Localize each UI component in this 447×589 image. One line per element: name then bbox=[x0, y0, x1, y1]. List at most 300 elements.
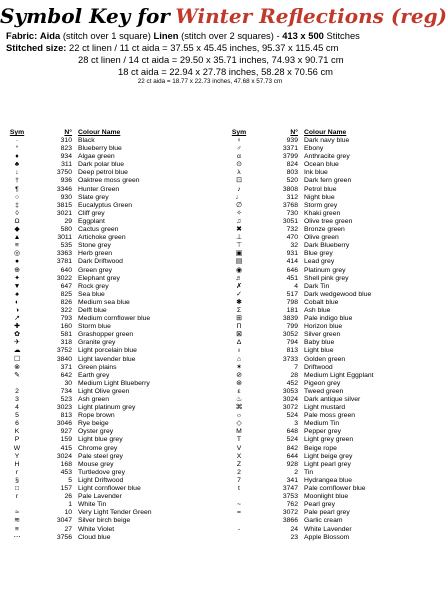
symbol-row bbox=[0, 299, 208, 307]
dmc-number: 32 bbox=[290, 242, 298, 250]
colour-name: Oaktree moss green bbox=[78, 177, 140, 185]
dmc-number: 928 bbox=[286, 460, 298, 468]
dmc-number: 813 bbox=[60, 412, 72, 420]
symbol-row bbox=[208, 258, 416, 266]
colour-name: Pale steel grey bbox=[78, 452, 123, 460]
colour-name: Light blue bbox=[304, 347, 334, 355]
symbol: ♨ bbox=[235, 396, 243, 403]
symbol-row bbox=[0, 396, 208, 404]
dmc-number: 7 bbox=[294, 363, 298, 371]
symbol: ∅ bbox=[236, 201, 242, 209]
dmc-number: 824 bbox=[286, 161, 298, 169]
colour-name: Light porcelain blue bbox=[78, 347, 137, 355]
symbol: ♂ bbox=[236, 145, 242, 153]
symbol-row bbox=[0, 283, 208, 291]
colour-name: Ocean blue bbox=[304, 161, 339, 169]
sym-header: Sym bbox=[231, 129, 247, 136]
symbol: t bbox=[238, 485, 240, 493]
symbol: X bbox=[236, 452, 242, 460]
symbol-row bbox=[208, 234, 416, 242]
fabric-aida: Aida bbox=[39, 30, 61, 41]
colour-name: Ash blue bbox=[304, 306, 331, 314]
dmc-number: 939 bbox=[286, 137, 298, 144]
symbol-row bbox=[0, 267, 208, 275]
size-row-3 bbox=[6, 66, 414, 78]
symbol-row bbox=[0, 436, 208, 444]
fabric-aida-note: (stitch over 1 square) bbox=[62, 30, 151, 41]
symbol: ≈ bbox=[15, 509, 19, 517]
colour-name: Light Driftwood bbox=[78, 476, 124, 484]
colour-name: Stone grey bbox=[78, 242, 111, 250]
symbol-row bbox=[0, 412, 208, 420]
symbol-row bbox=[208, 517, 416, 525]
symbol: ▤ bbox=[235, 258, 243, 266]
dmc-number: 3866 bbox=[282, 517, 298, 525]
dmc-number: 762 bbox=[286, 501, 298, 509]
symbol: α bbox=[237, 153, 241, 161]
colour-name: Pepper grey bbox=[304, 428, 342, 436]
symbol: ⊗ bbox=[14, 363, 20, 371]
symbol: ⌂ bbox=[236, 355, 242, 363]
symbol-row bbox=[0, 517, 208, 525]
dmc-number: 927 bbox=[60, 428, 72, 436]
stitch-word: Stitches bbox=[326, 30, 360, 41]
dmc-number: 647 bbox=[60, 282, 72, 290]
number-header: N° bbox=[64, 129, 72, 136]
dmc-number: 3747 bbox=[282, 485, 298, 493]
colour-name: Khaki green bbox=[304, 209, 341, 217]
right-column bbox=[208, 128, 416, 542]
symbol: ♁ bbox=[236, 347, 242, 355]
number-header: N° bbox=[290, 129, 298, 136]
symbol-row bbox=[208, 453, 416, 461]
dmc-number: 931 bbox=[286, 250, 298, 258]
colour-name: Very Light Tender Green bbox=[78, 509, 152, 517]
symbol: ♫ bbox=[236, 217, 242, 225]
symbol: 2 bbox=[237, 468, 241, 476]
dmc-number: 842 bbox=[286, 444, 298, 452]
colour-name: Granite grey bbox=[78, 339, 116, 347]
size-22ct: 22 ct linen / 11 ct aida = 37.55 x 45.45 inches, 95.37 x 115.45 cm bbox=[69, 42, 339, 53]
dmc-number: 159 bbox=[60, 436, 72, 444]
symbol: ◇ bbox=[236, 420, 242, 428]
symbol bbox=[228, 517, 250, 525]
symbol-row bbox=[208, 250, 416, 258]
symbol: ‡ bbox=[15, 201, 19, 209]
symbol-row bbox=[208, 331, 416, 339]
symbol: ♬ bbox=[235, 274, 243, 282]
dmc-number: 3756 bbox=[56, 533, 72, 541]
size-row-2 bbox=[6, 54, 414, 66]
colour-name: Eggplant bbox=[78, 217, 105, 225]
symbol: § bbox=[15, 476, 19, 484]
colour-name: Dark antique silver bbox=[304, 396, 361, 403]
colour-name-header: Colour Name bbox=[78, 129, 121, 136]
dmc-number: 734 bbox=[60, 387, 72, 395]
symbol-row bbox=[208, 315, 416, 323]
symbol: ⊠ bbox=[236, 331, 242, 339]
symbol: r bbox=[15, 493, 19, 501]
symbol-row bbox=[208, 428, 416, 436]
colour-name: Rye beige bbox=[78, 420, 109, 428]
dmc-number: 535 bbox=[60, 242, 72, 250]
colour-name: Dark fern green bbox=[304, 177, 352, 185]
colour-name: Horizon blue bbox=[304, 323, 343, 331]
symbol-row bbox=[0, 315, 208, 323]
symbol: ✓ bbox=[236, 290, 242, 298]
symbol-row bbox=[0, 331, 208, 339]
dmc-number: 414 bbox=[286, 258, 298, 266]
colour-name: Hunter Green bbox=[78, 185, 120, 193]
dmc-number: 371 bbox=[60, 363, 72, 371]
symbol: Σ bbox=[236, 306, 242, 314]
colour-name: Bronze green bbox=[304, 226, 345, 234]
symbol-row bbox=[0, 509, 208, 517]
colour-name: Pale Lavender bbox=[78, 493, 122, 501]
symbol-row bbox=[208, 477, 416, 485]
symbol: ⊡ bbox=[236, 177, 242, 185]
symbol-row bbox=[208, 177, 416, 185]
dmc-number: 470 bbox=[286, 234, 298, 242]
symbol bbox=[228, 493, 250, 501]
colour-name: Shell pink grey bbox=[304, 274, 349, 282]
symbol: ↓ bbox=[15, 169, 19, 177]
colour-name: Moonlight blue bbox=[304, 493, 349, 501]
dmc-number: 30 bbox=[64, 379, 72, 387]
symbol: λ bbox=[237, 169, 241, 177]
colour-name: Pearl grey bbox=[304, 501, 335, 509]
symbol-row bbox=[0, 258, 208, 266]
colour-name: Light blue grey bbox=[78, 436, 123, 444]
page-title bbox=[0, 4, 447, 29]
colour-name: Pale pearl grey bbox=[304, 509, 350, 517]
left-column bbox=[0, 128, 208, 542]
symbol-row bbox=[208, 388, 416, 396]
colour-name: Tweed green bbox=[304, 387, 344, 395]
colour-name: Slate grey bbox=[78, 193, 109, 201]
dmc-number: 3047 bbox=[56, 517, 72, 525]
symbol: ♠ bbox=[15, 290, 19, 298]
colour-name: Beige rope bbox=[304, 444, 337, 452]
symbol-row bbox=[0, 420, 208, 428]
dmc-number: 27 bbox=[64, 525, 72, 533]
symbol: ✦ bbox=[14, 274, 20, 282]
symbol bbox=[6, 380, 28, 388]
symbol: ◎ bbox=[14, 250, 20, 258]
dmc-number: 732 bbox=[286, 226, 298, 234]
symbol: ~ bbox=[237, 501, 241, 509]
dmc-number: 581 bbox=[60, 331, 72, 339]
symbol: ⊙ bbox=[236, 161, 242, 169]
dmc-number: 793 bbox=[60, 315, 72, 323]
symbol-row bbox=[0, 380, 208, 388]
dmc-number: 1 bbox=[68, 501, 72, 509]
dmc-number: 3021 bbox=[56, 209, 72, 217]
colour-name: Sea blue bbox=[78, 290, 105, 298]
symbol: V bbox=[236, 444, 242, 452]
symbol: ◐ bbox=[14, 298, 20, 306]
colour-name-header: Colour Name bbox=[304, 129, 347, 136]
symbol-row bbox=[0, 202, 208, 210]
symbol-row bbox=[0, 485, 208, 493]
symbol: ⊤ bbox=[236, 242, 242, 250]
dmc-number: 311 bbox=[61, 161, 72, 169]
dmc-number: 646 bbox=[286, 266, 298, 274]
symbol: ☐ bbox=[13, 355, 21, 363]
symbol-row bbox=[0, 445, 208, 453]
symbol: ✖ bbox=[236, 226, 242, 234]
left-header bbox=[0, 128, 208, 137]
sym-header: Sym bbox=[9, 129, 25, 136]
dmc-number: 322 bbox=[60, 306, 72, 314]
dmc-number: 3046 bbox=[56, 420, 72, 428]
fabric-row bbox=[6, 30, 414, 42]
symbol-row bbox=[0, 307, 208, 315]
dmc-number: 341 bbox=[286, 476, 298, 484]
symbol-row bbox=[0, 501, 208, 509]
symbol: □ bbox=[14, 485, 20, 493]
colour-name: Apple Blossom bbox=[304, 533, 350, 541]
colour-name: Pale cornflower blue bbox=[304, 485, 366, 493]
symbol-row bbox=[0, 364, 208, 372]
symbol-row bbox=[0, 372, 208, 380]
colour-name: Pale indigo blue bbox=[304, 315, 353, 323]
dmc-number: 642 bbox=[60, 371, 72, 379]
symbol: 6 bbox=[15, 420, 19, 428]
symbol-row bbox=[208, 364, 416, 372]
symbol-row bbox=[0, 250, 208, 258]
symbol: ♦ bbox=[15, 153, 19, 161]
size-28ct: 28 ct linen / 14 ct aida = 29.50 x 35.71 inches, 74.93 x 90.71 cm bbox=[78, 54, 344, 65]
symbol: ▣ bbox=[235, 250, 243, 258]
symbol-row bbox=[0, 275, 208, 283]
colour-name: Grashopper green bbox=[78, 331, 134, 339]
size-row-1 bbox=[6, 42, 414, 54]
symbol-row bbox=[208, 469, 416, 477]
dmc-number: 930 bbox=[60, 193, 72, 201]
symbol-row bbox=[0, 226, 208, 234]
symbol: ○ bbox=[14, 193, 20, 201]
dmc-number: 5 bbox=[68, 476, 72, 484]
fabric-info bbox=[6, 30, 414, 86]
dmc-number: 29 bbox=[64, 217, 72, 225]
symbol-row bbox=[208, 396, 416, 404]
symbol-row bbox=[0, 218, 208, 226]
dmc-number: 3 bbox=[294, 420, 298, 428]
symbol: ⊕ bbox=[14, 266, 20, 274]
colour-name: Green plains bbox=[78, 363, 117, 371]
colour-name: Deep petrol blue bbox=[78, 169, 128, 177]
symbol-row bbox=[208, 356, 416, 364]
symbol-row bbox=[0, 153, 208, 161]
symbol-row bbox=[0, 534, 208, 542]
symbol: ↗ bbox=[14, 315, 20, 323]
symbol: W bbox=[13, 444, 21, 452]
dmc-number: 3840 bbox=[56, 355, 72, 363]
symbol-row bbox=[0, 161, 208, 169]
colour-name: White Lavender bbox=[304, 525, 352, 533]
colour-name: Garlic cream bbox=[304, 517, 343, 525]
symbol: ✿ bbox=[14, 331, 20, 339]
colour-name: White Violet bbox=[78, 525, 115, 533]
symbol: ▼ bbox=[13, 282, 21, 290]
dmc-number: 3072 bbox=[282, 404, 298, 412]
symbol: ⊛ bbox=[236, 379, 242, 387]
colour-name: Medium Light Blueberry bbox=[78, 379, 150, 387]
colour-name: Storm grey bbox=[304, 201, 338, 209]
colour-name: Medium sea blue bbox=[78, 298, 130, 306]
symbol-row bbox=[208, 242, 416, 250]
colour-name: Petrol blue bbox=[304, 185, 337, 193]
colour-name: Anthracite grey bbox=[304, 153, 350, 161]
dmc-number: 936 bbox=[60, 177, 72, 185]
symbol-row bbox=[208, 145, 416, 153]
colour-name: Delft blue bbox=[78, 306, 107, 314]
dmc-number: 798 bbox=[286, 298, 298, 306]
colour-name: Black bbox=[78, 137, 95, 144]
colour-name: Medium cornflower blue bbox=[78, 315, 151, 323]
symbol-row bbox=[0, 186, 208, 194]
colour-name: Light lavender blue bbox=[78, 355, 136, 363]
dmc-number: 3839 bbox=[282, 315, 298, 323]
dmc-number: 523 bbox=[60, 396, 72, 403]
symbol: K bbox=[14, 428, 20, 436]
dmc-number: 3781 bbox=[56, 258, 72, 266]
symbol-row bbox=[0, 210, 208, 218]
dmc-number: 799 bbox=[286, 323, 298, 331]
colour-name: Ash green bbox=[78, 396, 109, 403]
symbol: ◑ bbox=[14, 306, 20, 314]
dmc-number: 640 bbox=[60, 266, 72, 274]
symbol-row bbox=[208, 485, 416, 493]
colour-name: Algae green bbox=[78, 153, 115, 161]
symbol-row bbox=[0, 461, 208, 469]
dmc-number: 157 bbox=[60, 485, 72, 493]
symbol-row bbox=[0, 356, 208, 364]
colour-name: Light cornflower blue bbox=[78, 485, 141, 493]
symbol-row bbox=[208, 291, 416, 299]
symbol: ⊥ bbox=[236, 234, 242, 242]
symbol: ● bbox=[14, 258, 20, 266]
dmc-number: 3023 bbox=[56, 404, 72, 412]
colour-name: Baby blue bbox=[304, 339, 335, 347]
colour-name: Rock grey bbox=[78, 282, 109, 290]
colour-name: Eucalyptus Green bbox=[78, 201, 133, 209]
dmc-number: 825 bbox=[60, 290, 72, 298]
colour-name: Mouse grey bbox=[78, 460, 114, 468]
symbol: 7 bbox=[237, 476, 241, 484]
colour-name: Rope brown bbox=[78, 412, 115, 420]
symbol: Δ bbox=[236, 339, 242, 347]
dmc-number: 3808 bbox=[282, 185, 298, 193]
symbol-row bbox=[208, 299, 416, 307]
dmc-number: 3024 bbox=[282, 396, 298, 403]
colour-name: Turtledove grey bbox=[78, 468, 125, 476]
symbol: ✚ bbox=[14, 323, 20, 331]
symbol-row bbox=[208, 153, 416, 161]
dmc-number: 3363 bbox=[56, 250, 72, 258]
symbol-row bbox=[208, 218, 416, 226]
colour-name: Tin bbox=[304, 468, 314, 476]
dmc-number: 794 bbox=[286, 339, 298, 347]
symbol-row bbox=[0, 169, 208, 177]
dmc-number: 3750 bbox=[56, 169, 72, 177]
fabric-label: Fabric: bbox=[6, 30, 38, 41]
colour-name: Dark Driftwood bbox=[78, 258, 123, 266]
symbol-row bbox=[0, 404, 208, 412]
symbol: 2 bbox=[15, 387, 19, 395]
right-header bbox=[208, 128, 416, 137]
symbol: ⌘ bbox=[235, 404, 243, 412]
symbol-row bbox=[0, 469, 208, 477]
colour-name: Cobalt blue bbox=[304, 298, 339, 306]
symbol-row bbox=[0, 323, 208, 331]
symbol: Π bbox=[236, 323, 242, 331]
size-22ct-aida: 22 ct aida = 18.77 x 22.73 inches, 47.68 x 57.73 cm bbox=[137, 78, 283, 85]
symbol: ▲ bbox=[13, 234, 21, 242]
symbol: ♩ bbox=[235, 193, 243, 201]
symbol-row bbox=[0, 137, 208, 145]
colour-name: Artichoke green bbox=[78, 234, 126, 242]
pattern-name: Winter Reflections (reg) bbox=[175, 4, 447, 28]
dmc-number: 168 bbox=[60, 460, 72, 468]
colour-name: Night blue bbox=[304, 193, 335, 201]
symbol: - bbox=[237, 525, 241, 533]
colour-name: Hydrangea blue bbox=[304, 476, 352, 484]
symbol: ✱ bbox=[236, 298, 242, 306]
symbol-row bbox=[208, 210, 416, 218]
dmc-number: 415 bbox=[60, 444, 72, 452]
dmc-number: 648 bbox=[286, 428, 298, 436]
dmc-number: 3768 bbox=[282, 201, 298, 209]
symbol-row bbox=[208, 526, 416, 534]
dmc-number: 26 bbox=[64, 493, 72, 501]
symbol-row bbox=[0, 339, 208, 347]
symbol-row bbox=[208, 339, 416, 347]
symbol-row bbox=[208, 202, 416, 210]
colour-name: Green grey bbox=[78, 266, 113, 274]
dmc-number: 160 bbox=[60, 323, 72, 331]
dmc-number: 3022 bbox=[56, 274, 72, 282]
symbol-row bbox=[208, 404, 416, 412]
stitched-size-label: Stitched size: bbox=[6, 42, 67, 53]
colour-name: Chrome grey bbox=[78, 444, 118, 452]
colour-name: Dark wedgewood blue bbox=[304, 290, 372, 298]
dmc-number: 580 bbox=[60, 226, 72, 234]
symbol-row bbox=[208, 283, 416, 291]
symbol: ♀ bbox=[236, 137, 242, 144]
colour-name: Platinum grey bbox=[304, 266, 346, 274]
dmc-number: 3024 bbox=[56, 452, 72, 460]
symbol-row bbox=[208, 267, 416, 275]
symbol-row bbox=[208, 137, 416, 145]
symbol-row bbox=[208, 194, 416, 202]
symbol: ♪ bbox=[237, 185, 241, 193]
dmc-number: 310 bbox=[60, 137, 72, 144]
dmc-number: 524 bbox=[286, 412, 298, 420]
symbol-row bbox=[0, 493, 208, 501]
symbol-row bbox=[208, 275, 416, 283]
dmc-number: 318 bbox=[60, 339, 72, 347]
colour-name: Light grey green bbox=[304, 436, 354, 444]
symbol: ¶ bbox=[15, 185, 19, 193]
symbol: ⊞ bbox=[236, 315, 242, 323]
symbol: ε bbox=[237, 387, 241, 395]
symbol-row bbox=[208, 372, 416, 380]
stitch-count: 413 x 500 bbox=[282, 30, 324, 41]
symbol: † bbox=[15, 177, 19, 185]
colour-name: Ink blue bbox=[304, 169, 328, 177]
